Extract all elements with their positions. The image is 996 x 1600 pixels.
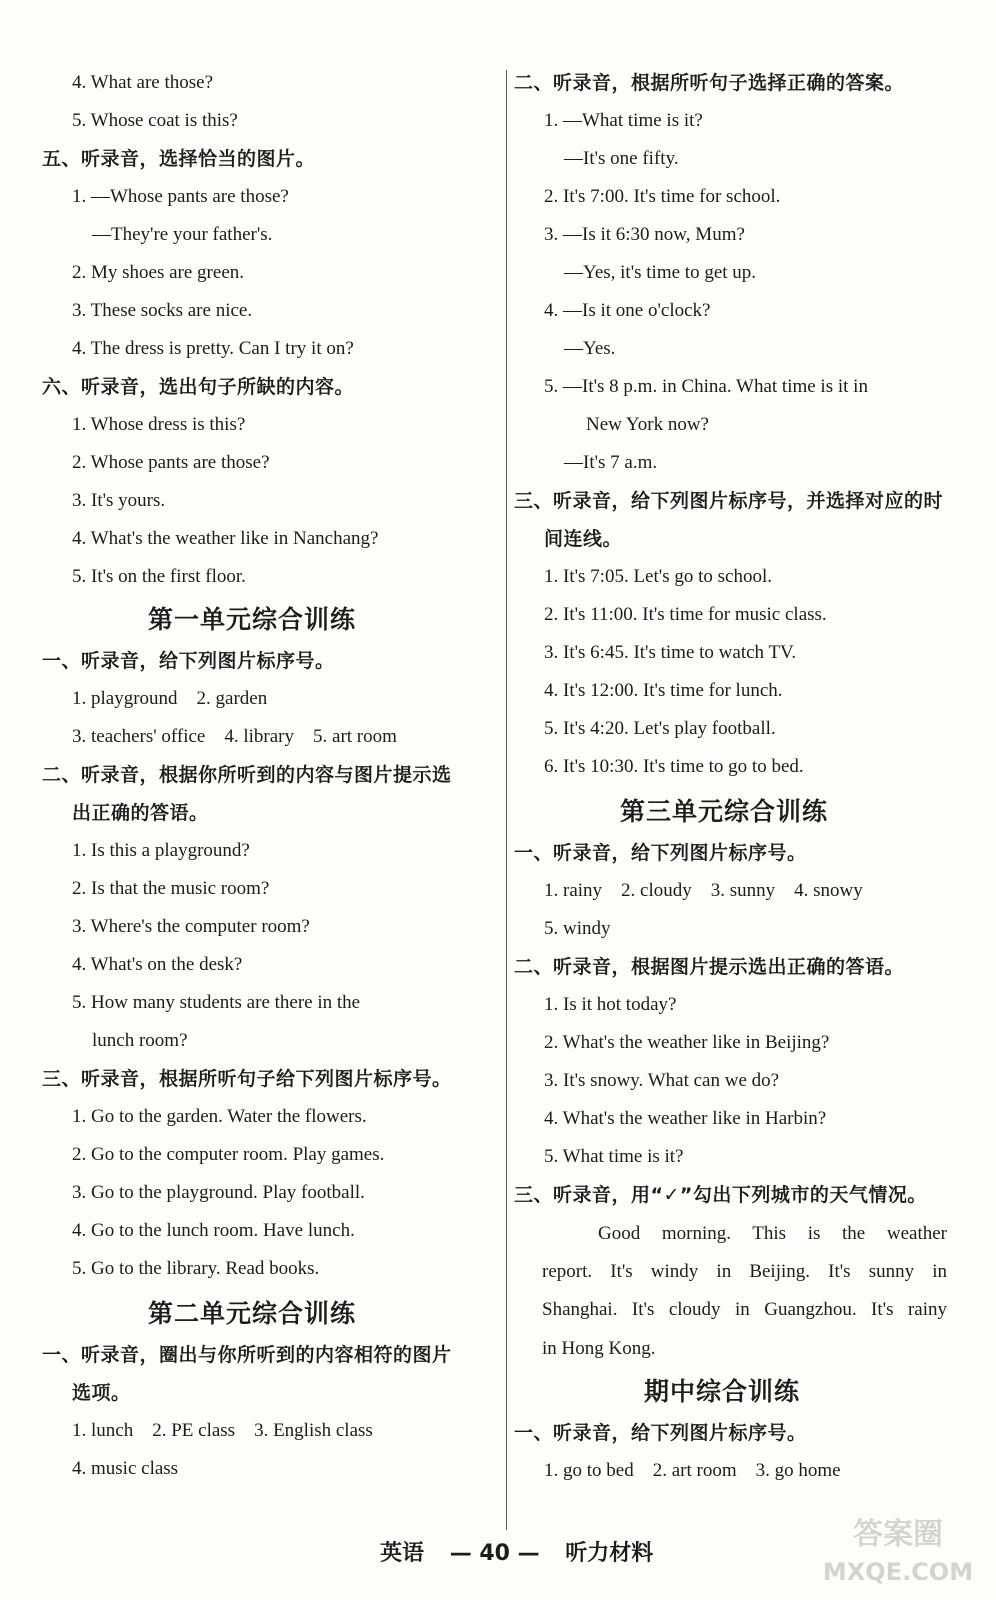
section-heading: 三、听录音，用“✓”勾出下列城市的天气情况。 <box>514 1184 927 1206</box>
page-footer <box>380 1540 671 1568</box>
list-item: 5. Go to the library. Read books. <box>72 1258 320 1279</box>
list-item: —Yes, it's time to get up. <box>564 262 757 283</box>
list-item: 5. Whose coat is this? <box>72 110 238 131</box>
section-heading: 三、听录音，根据所听句子给下列图片标序号。 <box>42 1068 452 1090</box>
list-item: 1. —Whose pants are those? <box>72 186 289 207</box>
list-item: 1. —What time is it? <box>544 110 703 131</box>
list-item: 4. It's 12:00. It's time for lunch. <box>544 680 783 701</box>
list-item: 2. What's the weather like in Beijing? <box>544 1032 830 1053</box>
unit-title: 期中综合训练 <box>644 1377 801 1406</box>
list-item: 1. playground 2. garden <box>72 688 268 709</box>
list-item: 2. It's 11:00. It's time for music class. <box>544 604 827 625</box>
section-heading: 六、听录音，选出句子所缺的内容。 <box>42 376 355 398</box>
page-number: — 40 — <box>449 1541 540 1566</box>
list-item: 5. What time is it? <box>544 1146 684 1167</box>
list-item: 3. teachers' office 4. library 5. art room <box>72 726 397 747</box>
list-item: —It's one fifty. <box>564 148 679 169</box>
list-item: —It's 7 a.m. <box>564 452 658 473</box>
section-heading: 一、听录音，给下列图片标序号。 <box>42 650 335 672</box>
list-item: 2. My shoes are green. <box>72 262 245 283</box>
list-item: 4. —Is it one o'clock? <box>544 300 711 321</box>
unit-title: 第二单元综合训练 <box>148 1299 357 1328</box>
list-item: 3. It's snowy. What can we do? <box>544 1070 780 1091</box>
list-item: 3. It's yours. <box>72 490 166 511</box>
list-item: 1. rainy 2. cloudy 3. sunny 4. snowy <box>544 880 863 901</box>
list-item: 1. Is it hot today? <box>544 994 677 1015</box>
section-heading: 二、听录音，根据你所听到的内容与图片提示选 <box>42 764 452 786</box>
list-item: 4. Go to the lunch room. Have lunch. <box>72 1220 355 1241</box>
list-item: New York now? <box>586 414 709 435</box>
section-heading: 二、听录音，根据图片提示选出正确的答语。 <box>514 956 905 978</box>
list-item: 1. Go to the garden. Water the flowers. <box>72 1106 367 1127</box>
list-item: 3. Go to the playground. Play football. <box>72 1182 365 1203</box>
section-heading: 间连线。 <box>544 528 623 550</box>
section-heading: 一、听录音，给下列图片标序号。 <box>514 1422 807 1444</box>
list-item: 1. lunch 2. PE class 3. English class <box>72 1420 373 1441</box>
list-item: 4. What's the weather like in Harbin? <box>544 1108 827 1129</box>
list-item: 1. go to bed 2. art room 3. go home <box>544 1460 841 1481</box>
section-heading: 选项。 <box>72 1382 131 1404</box>
list-item: 6. It's 10:30. It's time to go to bed. <box>544 756 804 777</box>
list-item: 1. Is this a playground? <box>72 840 250 861</box>
paragraph-line: Shanghai. It's cloudy in Guangzhou. It's rainy <box>542 1299 947 1320</box>
unit-title: 第三单元综合训练 <box>620 797 829 826</box>
list-item: 3. These socks are nice. <box>72 300 253 321</box>
list-item: 1. It's 7:05. Let's go to school. <box>544 566 772 587</box>
list-item: 4. music class <box>72 1458 179 1479</box>
list-item: 4. The dress is pretty. Can I try it on? <box>72 338 354 359</box>
watermark-logo <box>818 1510 978 1590</box>
list-item: 3. It's 6:45. It's time to watch TV. <box>544 642 797 663</box>
list-item: 4. What's the weather like in Nanchang? <box>72 528 379 549</box>
list-item: —Yes. <box>564 338 616 359</box>
list-item: 5. How many students are there in the <box>72 992 361 1013</box>
section-heading: 一、听录音，圈出与你所听到的内容相符的图片 <box>42 1344 452 1366</box>
footer-subject: 英语 <box>380 1541 425 1566</box>
list-item: lunch room? <box>92 1030 188 1051</box>
list-item: 5. windy <box>544 918 611 939</box>
unit-title: 第一单元综合训练 <box>148 605 357 634</box>
list-item: 4. What are those? <box>72 72 214 93</box>
paragraph-line: in Hong Kong. <box>542 1338 656 1359</box>
footer-section: 听力材料 <box>565 1541 654 1566</box>
list-item: 3. Where's the computer room? <box>72 916 310 937</box>
list-item: 1. Whose dress is this? <box>72 414 246 435</box>
section-heading: 二、听录音，根据所听句子选择正确的答案。 <box>514 72 905 94</box>
list-item: —They're your father's. <box>92 224 273 245</box>
watermark-text: 答案圈 <box>853 1517 943 1552</box>
list-item: 2. Go to the computer room. Play games. <box>72 1144 385 1165</box>
list-item: 2. Is that the music room? <box>72 878 270 899</box>
list-item: 5. It's on the first floor. <box>72 566 246 587</box>
section-heading: 三、听录音，给下列图片标序号，并选择对应的时 <box>514 490 944 512</box>
list-item: 3. —Is it 6:30 now, Mum? <box>544 224 745 245</box>
paragraph-line: report. It's windy in Beijing. It's sunny in <box>542 1261 947 1282</box>
list-item: 2. Whose pants are those? <box>72 452 270 473</box>
paragraph-line: Good morning. This is the weather <box>598 1223 947 1244</box>
list-item: 2. It's 7:00. It's time for school. <box>544 186 781 207</box>
column-divider <box>506 70 507 1530</box>
section-heading: 五、听录音，选择恰当的图片。 <box>42 148 316 170</box>
list-item: 5. It's 4:20. Let's play football. <box>544 718 776 739</box>
list-item: 4. What's on the desk? <box>72 954 243 975</box>
section-heading: 一、听录音，给下列图片标序号。 <box>514 842 807 864</box>
list-item: 5. —It's 8 p.m. in China. What time is it in <box>544 376 868 397</box>
section-heading: 出正确的答语。 <box>72 802 209 824</box>
watermark-url: MXQE.COM <box>822 1558 974 1586</box>
